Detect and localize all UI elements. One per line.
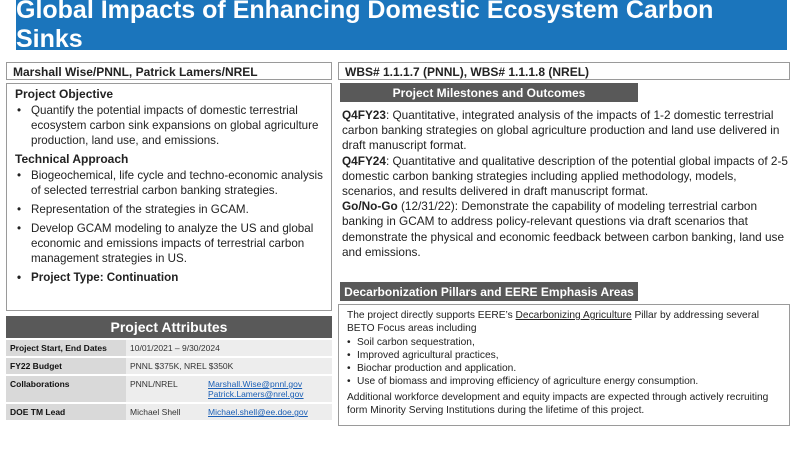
milestone-label: Q4FY23 bbox=[342, 108, 386, 122]
decarb-intro-pre: The project directly supports EERE’s bbox=[347, 310, 516, 321]
milestones-text bbox=[342, 108, 788, 260]
list-item: • Quantify the potential impacts of domestic terrestrial ecosystem carbon sink expansions on global agriculture production, land use, and emissions. bbox=[15, 103, 323, 148]
attr-key: DOE TM Lead bbox=[6, 403, 126, 421]
objective-approach-panel bbox=[6, 83, 332, 311]
authors-box bbox=[6, 62, 332, 80]
attr-value: PNNL/NREL bbox=[126, 375, 204, 403]
attr-key: FY22 Budget bbox=[6, 357, 126, 375]
milestone-desc: : Quantitative and qualitative description of the potential global impacts of 2-5 domestic carbon banking strategies including applied methodology, models, scenarios, and results delivered in draft manuscript format. bbox=[342, 153, 788, 199]
milestones-title: Project Milestones and Outcomes bbox=[340, 83, 638, 102]
list-item: • Use of biomass and improving efficiency of agriculture energy consumption. bbox=[347, 375, 781, 388]
wbs-text: WBS# 1.1.1.7 (PNNL), WBS# 1.1.1.8 (NREL) bbox=[345, 65, 590, 79]
decarb-intro-post: Pillar by addressing several BETO Focus areas including bbox=[347, 310, 760, 334]
authors-text: Marshall Wise/PNNL, Patrick Lamers/NREL bbox=[13, 65, 258, 79]
project-type: • Project Type: Continuation bbox=[15, 270, 323, 285]
decarb-title: Decarbonization Pillars and EERE Emphasis Areas bbox=[340, 282, 638, 301]
attr-value: Michael Shell bbox=[126, 403, 204, 421]
milestone-q4fy23 bbox=[342, 108, 788, 154]
decarb-pillar-link: Decarbonizing Agriculture bbox=[515, 310, 632, 321]
attr-key: Project Start, End Dates bbox=[6, 340, 126, 357]
table-row bbox=[6, 403, 332, 421]
list-item: • Soil carbon sequestration, bbox=[347, 336, 781, 349]
table-row bbox=[6, 357, 332, 375]
attr-key: Collaborations bbox=[6, 375, 126, 403]
milestone-q4fy24 bbox=[342, 154, 788, 200]
list-item: • Biogeochemical, life cycle and techno-economic analysis of selected terrestrial carbon banking strategies. bbox=[15, 168, 323, 198]
milestone-label: Go/No-Go bbox=[342, 199, 398, 214]
email-link[interactable]: Michael.shell@ee.doe.gov bbox=[208, 407, 308, 417]
decarb-closing: Additional workforce development and equity impacts are expected through actively recruiting form Minority Serving Institutions during the lifetime of this project. bbox=[347, 392, 769, 416]
list-item: • Representation of the strategies in GCAM. bbox=[15, 202, 323, 217]
decarb-list bbox=[347, 336, 781, 388]
email-link[interactable]: Patrick.Lamers@nrel.gov bbox=[208, 389, 304, 399]
attr-value: 10/01/2021 – 9/30/2024 bbox=[126, 340, 332, 357]
list-item: • Biochar production and application. bbox=[347, 362, 781, 375]
table-row bbox=[6, 340, 332, 357]
approach-title: Technical Approach bbox=[15, 152, 129, 166]
milestone-gonogo bbox=[342, 199, 788, 260]
milestone-desc: : Quantitative, integrated analysis of the impacts of 1-2 domestic terrestrial carbon banking strategies on global agriculture production and land use delivered in draft manuscript format. bbox=[342, 108, 780, 153]
attr-value: PNNL $375K, NREL $350K bbox=[126, 357, 332, 375]
objective-list bbox=[15, 103, 323, 148]
email-link[interactable]: Marshall.Wise@pnnl.gov bbox=[208, 379, 303, 389]
wbs-box bbox=[338, 62, 790, 80]
attr-contacts bbox=[204, 403, 332, 421]
decarb-panel bbox=[338, 304, 790, 426]
milestone-desc: (12/31/22): Demonstrate the capability of modeling terrestrial carbon banking in GCAM to address policy-relevant questions via draft scenarios that demonstrate the physical and economic feedback between carbon banking, land use and emissions. bbox=[342, 199, 785, 259]
list-item: • Develop GCAM modeling to analyze the US and global economic and emissions impacts of terrestrial carbon management strategies in US. bbox=[15, 221, 323, 266]
attributes-title: Project Attributes bbox=[6, 316, 332, 338]
decarb-intro bbox=[347, 309, 781, 335]
attr-contacts bbox=[204, 375, 332, 403]
approach-list bbox=[15, 168, 323, 285]
list-item: • Improved agricultural practices, bbox=[347, 349, 781, 362]
attributes-table bbox=[6, 340, 332, 422]
title-banner bbox=[16, 0, 787, 53]
page-title: Global Impacts of Enhancing Domestic Ecosystem Carbon Sinks bbox=[16, 0, 714, 53]
table-row bbox=[6, 375, 332, 403]
objective-title: Project Objective bbox=[15, 87, 114, 101]
milestone-label: Q4FY24 bbox=[342, 153, 386, 168]
